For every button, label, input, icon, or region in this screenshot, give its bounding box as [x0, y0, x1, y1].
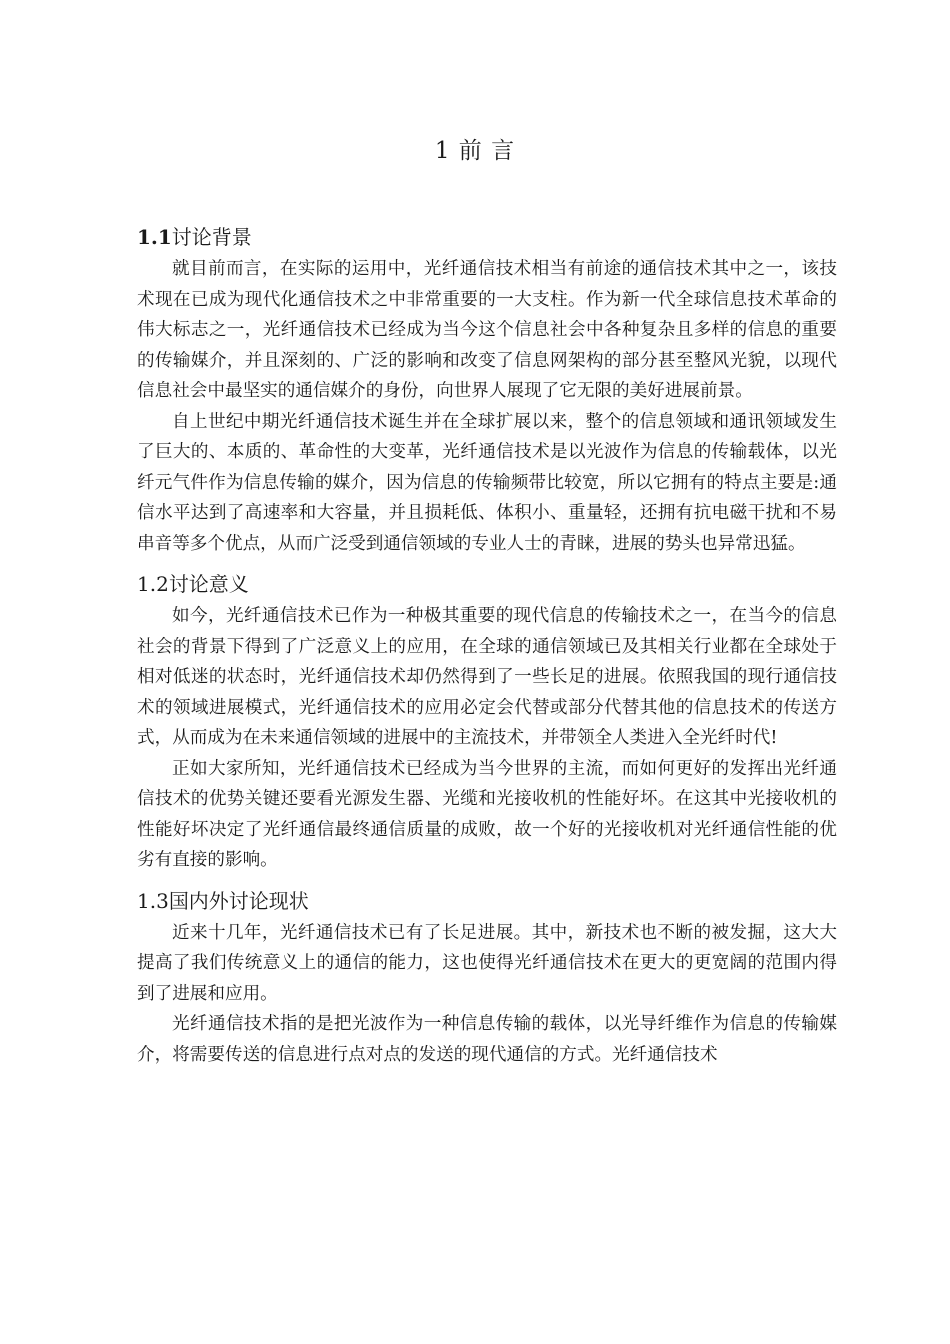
section-number: 1.2 — [137, 572, 169, 596]
section-number: 1.1 — [137, 225, 172, 249]
section-status — [137, 884, 837, 1071]
section-title: 讨论背景 — [171, 225, 252, 249]
paragraph: 就目前而言，在实际的运用中，光纤通信技术相当有前途的通信技术其中之一，该技术现在已成为现代化通信技术之中非常重要的一大支柱。作为新一代全球信息技术革命的伟大标志之一，光纤通信技术已经成为当今这个信息社会中各种复杂且多样的信息的重要的传输媒介，并且深刻的、广泛的影响和改变了信息网架构的部分甚至整风光貌，以现代信息社会中最坚实的通信媒介的身份，向世界人展现了它无限的美好进展前景。 — [137, 259, 837, 401]
paragraph: 近来十几年，光纤通信技术已有了长足进展。其中，新技术也不断的被发掘，这大大提高了我们传统意义上的通信的能力，这也使得光纤通信技术在更大的更宽阔的范围内得到了进展和应用。 — [137, 922, 837, 1004]
paragraph: 光纤通信技术指的是把光波作为一种信息传输的载体，以光导纤维作为信息的传输媒介，将需要传送的信息进行点对点的发送的现代通信的方式。光纤通信技术 — [137, 1014, 837, 1065]
chapter-title: 1 前 言 — [434, 138, 516, 164]
paragraph: 正如大家所知，光纤通信技术已经成为当今世界的主流，而如何更好的发挥出光纤通信技术的优势关键还要看光源发生器、光缆和光接收机的性能好坏。在这其中光接收机的性能好坏决定了光纤通信最终通信质量的成败，故一个好的光接收机对光纤通信性能的优劣有直接的影响。 — [137, 758, 837, 870]
paragraph: 自上世纪中期光纤通信技术诞生并在全球扩展以来，整个的信息领域和通讯领域发生了巨大的、本质的、革命性的大变革，光纤通信技术是以光波作为信息的传输载体，以光纤元气件作为信息传输的媒介，因为信息的传输频带比较宽，所以它拥有的特点主要是:通信水平达到了高速率和大容量，并且损耗低、体积小、重量轻，还拥有抗电磁干扰和不易串音等多个优点，从而广泛受到通信领域的专业人士的青睐，进展的势头也异常迅猛。 — [137, 411, 837, 554]
section-heading — [137, 567, 837, 601]
section-title: 讨论意义 — [168, 572, 249, 596]
section-title: 国内外讨论现状 — [168, 888, 309, 913]
document-body — [137, 220, 837, 1070]
section-significance — [137, 567, 837, 876]
paragraph: 如今，光纤通信技术已作为一种极其重要的现代信息的传输技术之一，在当今的信息社会的背景下得到了广泛意义上的应用，在全球的通信领域已及其相关行业都在全球处于相对低迷的状态时，光纤通信技术却仍然得到了一些长足的进展。依照我国的现行通信技术的领域进展模式，光纤通信技术的应用必定会代替或部分代替其他的信息技术的传送方式，从而成为在未来通信领域的进展中的主流技术，并带领全人类进入全光纤时代! — [137, 606, 837, 748]
section-heading — [137, 220, 837, 254]
section-background — [137, 220, 837, 559]
section-heading — [137, 884, 837, 918]
section-number: 1.3 — [137, 888, 169, 913]
